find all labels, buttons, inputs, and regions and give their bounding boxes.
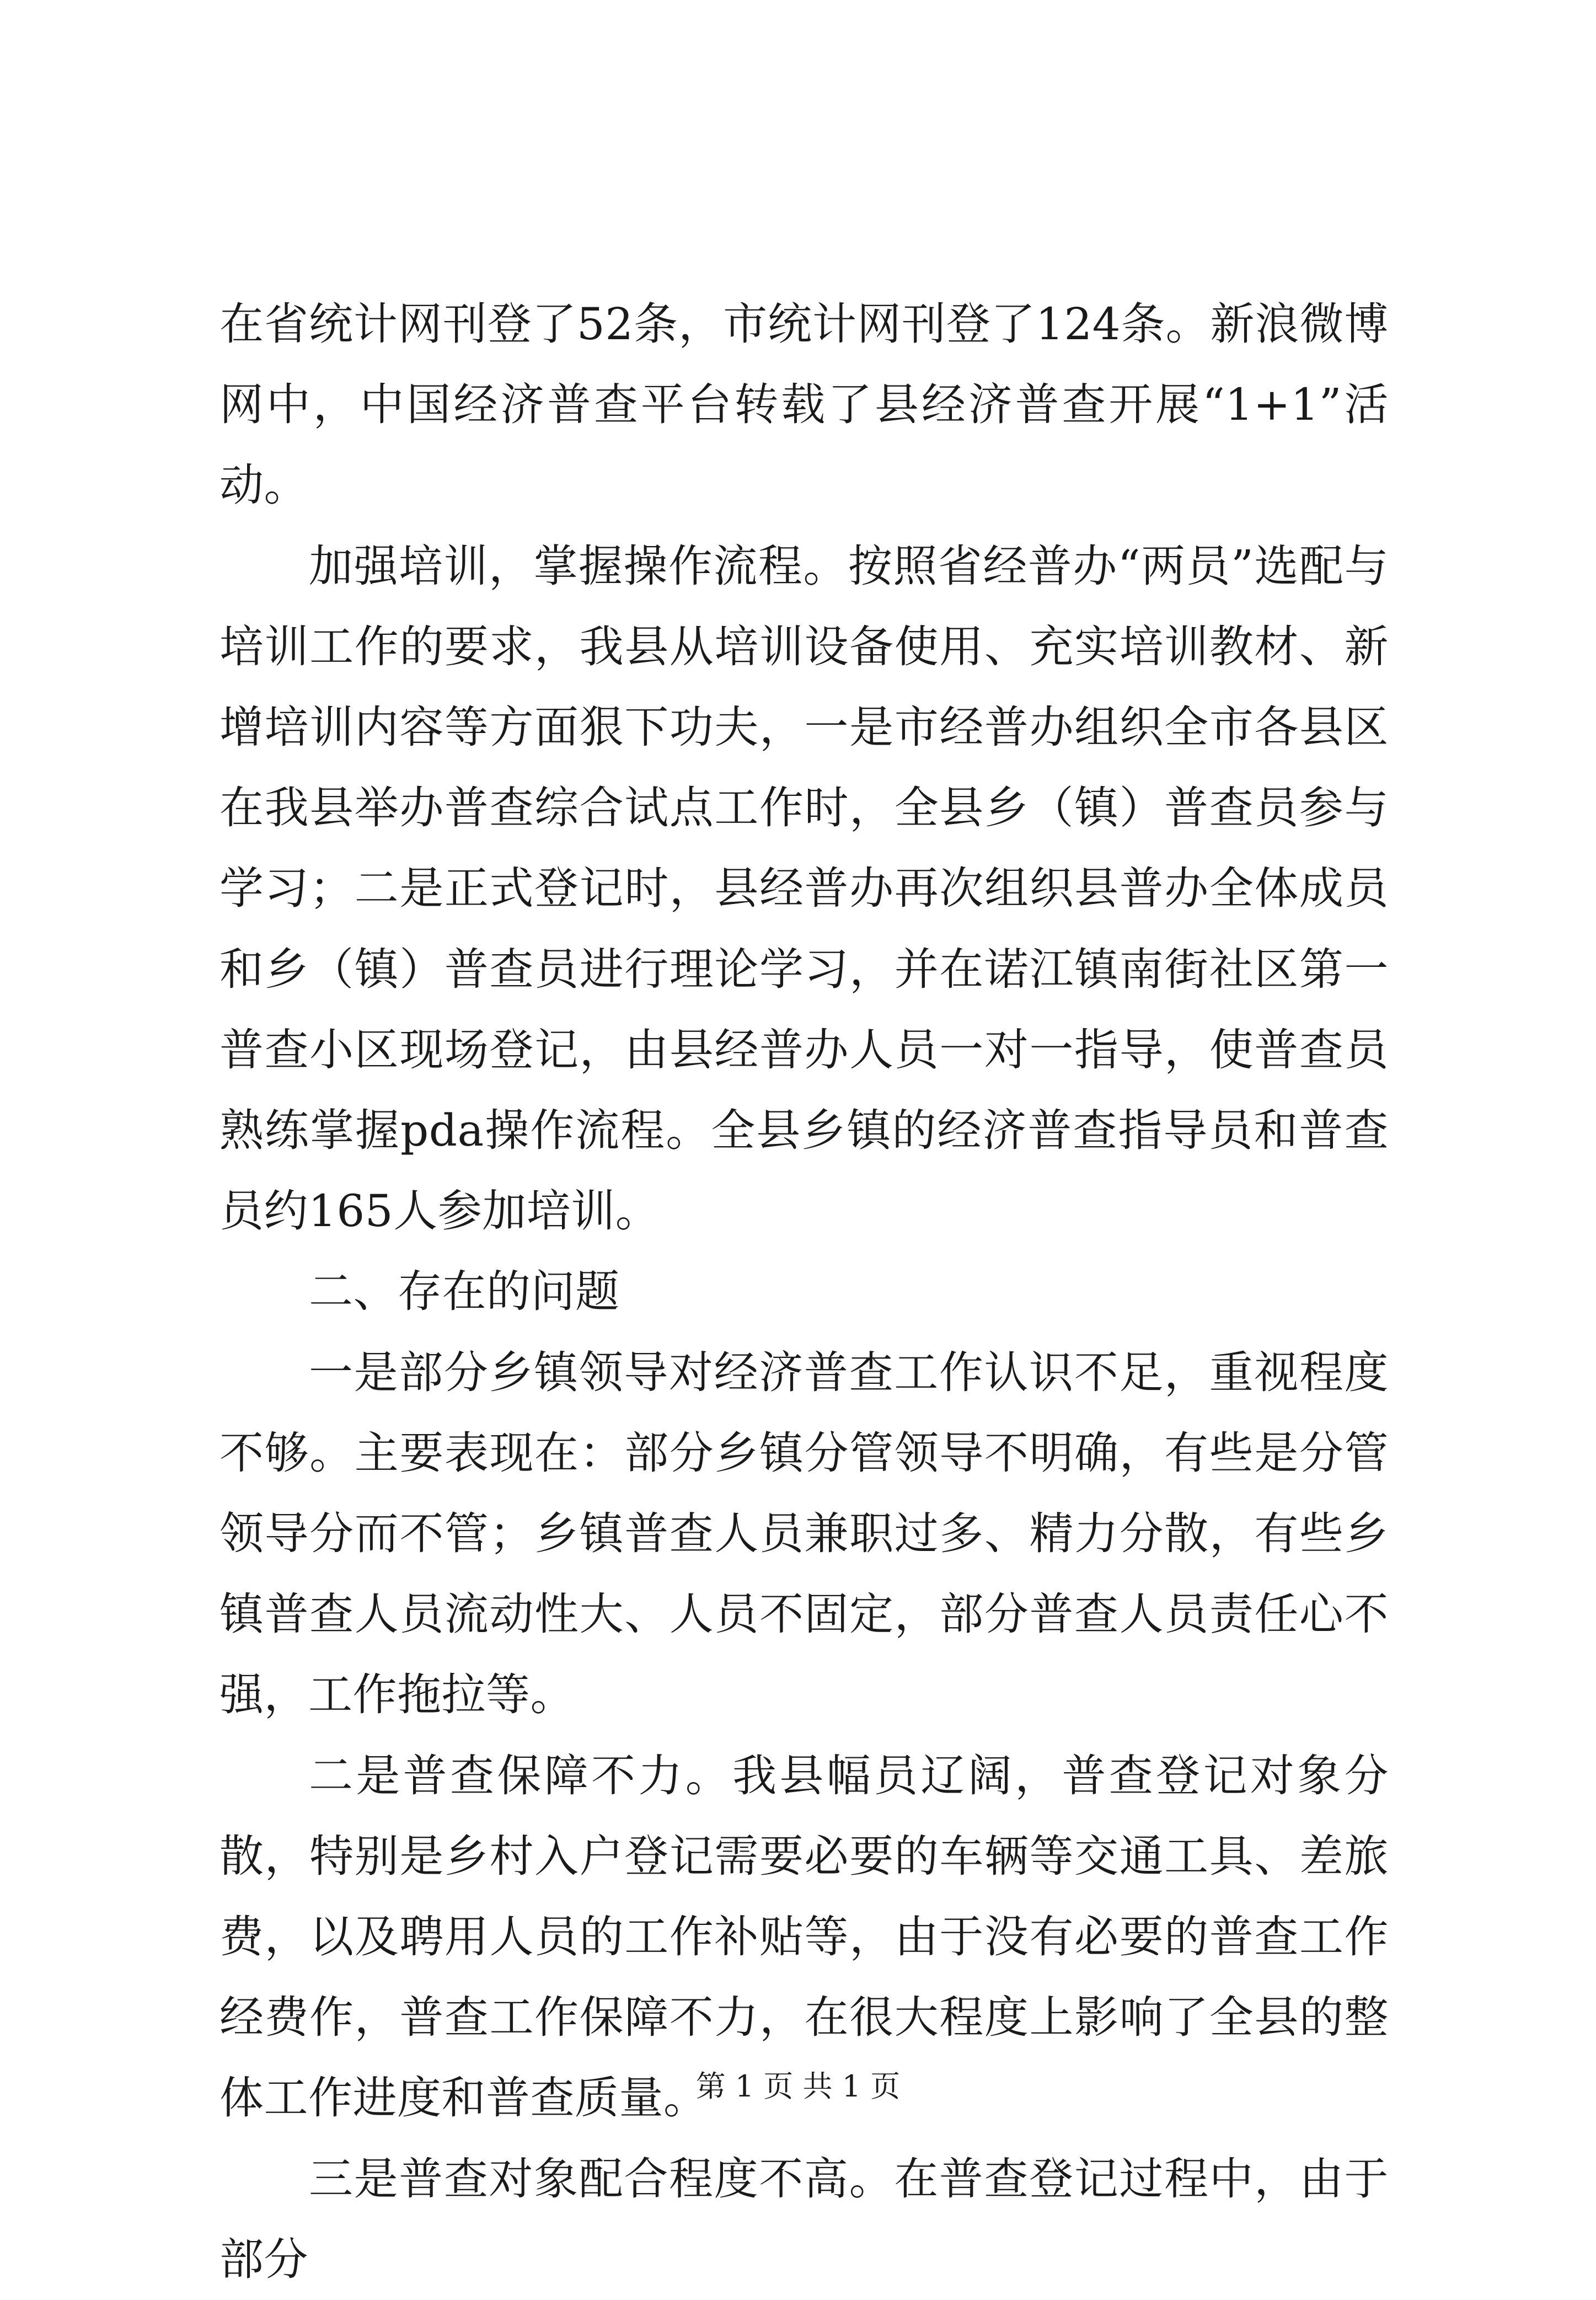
paragraph-training: 加强培训，掌握操作流程。按照省经普办“两员”选配与培训工作的要求，我县从培训设备使用、充实培训教材、新增培训内容等方面狠下功夫，一是市经普办组织全市各县区在我县举办普查综合试点工作时，全县乡（镇）普查员参与学习；二是正式登记时，县经普办再次组织县普办全体成员和乡（镇）普查员进行理论学习，并在诺江镇南街社区第一普查小区现场登记，由县经普办人员一对一指导，使普查员熟练掌握pda操作流程。全县乡镇的经济普查指导员和普查员约165人参加培训。 bbox=[219, 540, 1389, 1237]
page-number-label: 第 1 页 共 1 页 bbox=[695, 2069, 901, 2104]
paragraph-statistics-publicity: 在省统计网刊登了52条，市统计网刊登了124条。新浪微博网中，中国经济普查平台转载了县经济普查开展“1+1”活动。 bbox=[219, 298, 1389, 511]
paragraph-problem-one: 一是部分乡镇领导对经济普查工作认识不足，重视程度不够。主要表现在：部分乡镇分管领导不明确，有些是分管领导分而不管；乡镇普查人员兼职过多、精力分散，有些乡镇普查人员流动性大、人员不固定，部分普查人员责任心不强，工作拖拉等。 bbox=[219, 1346, 1389, 1721]
paragraph-problem-two: 二是普查保障不力。我县幅员辽阔，普查登记对象分散，特别是乡村入户登记需要必要的车辆等交通工具、差旅费，以及聘用人员的工作补贴等，由于没有必要的普查工作经费作，普查工作保障不力，在很大程度上影响了全县的整体工作进度和普查质量。 bbox=[219, 1750, 1389, 2124]
document-body bbox=[219, 284, 1389, 2300]
section-heading-problems: 二、存在的问题 bbox=[309, 1266, 620, 1318]
page-footer bbox=[0, 2067, 1596, 2106]
paragraph-problem-three: 三是普查对象配合程度不高。在普查登记过程中，由于部分 bbox=[219, 2153, 1389, 2285]
